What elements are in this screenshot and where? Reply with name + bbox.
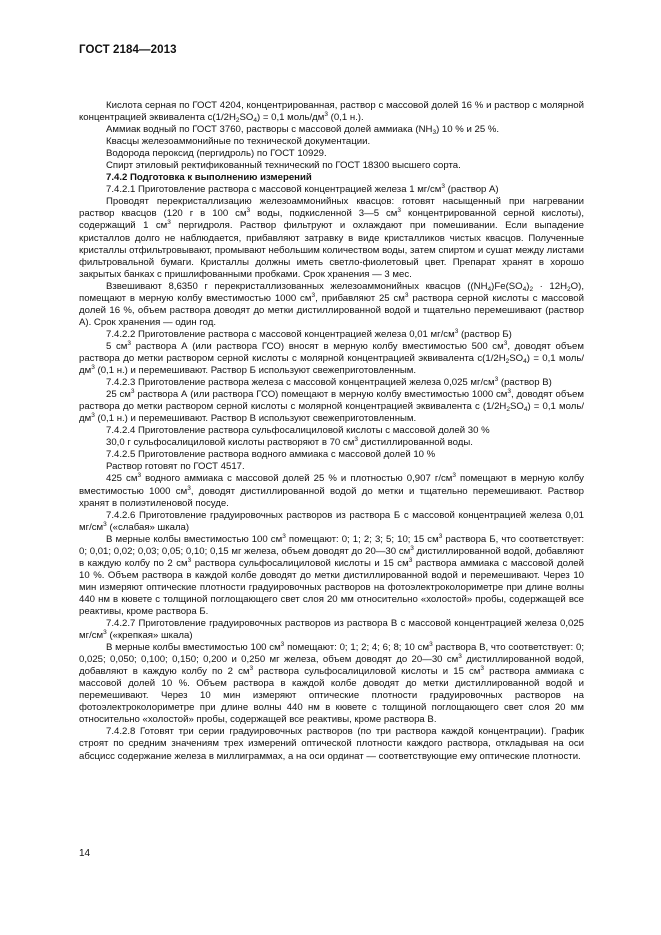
paragraph: 7.4.2.2 Приготовление раствора с массовой концентрацией железа 0,01 $мг/см^3$ (раствор Б)	[106, 327, 512, 340]
paragraph: В мерные колбы вместимостью 100 $см^3$ помещают: 0; 1; 2; 3; 5; 10; 15 $см^3$ раствора Б, что соответствует: 0; 0,01; 0,02; 0,03; 0,05; 0,10; 0,15 мг железа, объем доводят до 20—30 $см^3$ дистиллированной водой, добавляют в каждую колбу по 2 $см^3$ раствора сульфосалициловой кислоты и 15 $см^3$ раствора аммиака с массовой долей 10 %. Объем раствора в каждой колбе доводят до метки дистиллированной водой и перемешивают. Через 10 мин измеряют оптические плотности градуировочных растворов на фотоэлектроколориметре при длине волны 440 нм в кювете с толщиной поглощающего свет слоя 20 мм относительно «холостой» пробы, содержащей все реактивы, кроме раствора Б.	[79, 532, 584, 617]
paragraph: 7.4.2.3 Приготовление раствора железа с массовой концентрацией железа 0,025 $мг/см^3$ (раствор В)	[106, 376, 552, 389]
paragraph: 7.4.2.7 Приготовление градуировочных растворов из раствора В с массовой концентрацией железа 0,025 $мг/см^3$ («крепкая» шкала)	[79, 618, 584, 642]
paragraph: 7.4.2.8 Готовят три серии градуировочных растворов (по три раствора каждой концентрации). График строят по средним значениям трех измерений оптической плотности каждого раствора, откладывая на оси абсцисс содержание железа в миллиграммах, а на оси ординат — соответствующие ему оптические плотности.	[79, 726, 584, 762]
paragraph: Проводят перекристаллизацию железоаммонийных квасцов: готовят насыщенный при нагревании раствор квасцов (120 г в 100 $см^3$ воды, подкисленной 3—5 $см^3$ концентрированной серной кислоты), содержащий 1 $см^3$ пергидроля. Раствор фильтруют и охлаждают при помешивании. Если выпадение кристаллов долго не наблюдается, прибавляют затравку в виде кристалликов чистых квасцов. Полученные кристаллы отфильтровывают, промывают небольшим количеством воды, затем спиртом и сушат между листами фильтровальной бумаги. Кристаллы должны иметь светло-фиолетовый цвет. Препарат хранят в хорошо закрытых банках с пришлифованными пробками. Срок хранения — 3 мес.	[79, 196, 584, 280]
paragraph: В мерные колбы вместимостью 100 $см^3$ помещают: 0; 1; 2; 4; 6; 8; 10 $см^3$ раствора В, что соответствует: 0; 0,025; 0,050; 0,100; 0,150; 0,200 и 0,250 мг железа, объем доводят до 20—30 $см^3$ дистиллированной водой, добавляют в каждую колбу по 2 $см^3$ раствора сульфосалициловой кислоты и 15 $см^3$ раствора аммиака с массовой долей 10 %. Объем раствора в каждой колбе доводят до метки дистиллированной водой и перемешивают. Через 10 мин измеряют оптические плотности градуировочных растворов на фотоэлектроколориметре при длине волны 440 нм в кювете с толщиной поглощающего свет слоя 20 мм относительно «холостой» пробы, содержащей все реактивы, кроме раствора В.	[79, 641, 585, 726]
paragraph: 7.4.2.4 Приготовление раствора сульфосалициловой кислоты с массовой долей 30 %	[106, 425, 490, 437]
paragraph: Кислота серная по ГОСТ 4204, концентрированная, раствор с массовой долей 16 % и раствор с молярной концентрацией эквивалента $c(1/2H_2SO_4) = 0,1$ моль/$дм^3$ (0,1 н.).	[79, 100, 584, 125]
page-header: ГОСТ 2184—2013	[79, 44, 177, 56]
paragraph: Квасцы железоаммонийные по технической документации.	[106, 136, 371, 148]
paragraph: Спирт этиловый ректификованный технический по ГОСТ 18300 высшего сорта.	[106, 160, 461, 172]
section-heading: 7.4.2 Подготовка к выполнению измерений	[106, 172, 312, 184]
paragraph: 7.4.2.1 Приготовление раствора с массовой концентрацией железа 1 $мг/см^3$ (раствор А)	[106, 183, 499, 196]
paragraph: 7.4.2.5 Приготовление раствора водного аммиака с массовой долей 10 %	[106, 449, 436, 461]
paragraph: 25 $см^3$ раствора А (или раствора ГСО) помещают в мерную колбу вместимостью 1000 $см^3$, доводят объем раствора до метки раствором серной кислоты с молярной концентрацией эквивалента c $(1/2H_2SO_4) = 0,1$ моль/$дм^3$ (0,1 н.) и перемешивают. Раствор В используют свежеприготовленным.	[79, 388, 584, 425]
paragraph: Взвешивают 8,6350 г перекристаллизованных железоаммонийных квасцов $((NH_4)Fe(SO_4)_2 \cdot 12H_2O)$, помещают в мерную колбу вместимостью 1000 $см^3$, прибавляют 25 $см^3$ раствора серной кислоты с массовой долей 16 %, объем раствора доводят до метки дистиллированной водой и тщательно перемешивают (раствор А). Срок хранения — один год.	[79, 280, 584, 328]
paragraph: 425 $см^3$ водного аммиака с массовой долей 25 % и плотностью 0,907 $г/см^3$ помещают в мерную колбу вместимостью 1000 $см^3$, доводят дистиллированной водой до метки и тщательно перемешивают. Раствор хранят в полиэтиленовой посуде.	[79, 472, 584, 509]
paragraph: 30,0 г сульфосалициловой кислоты растворяют в 70 $см^3$ дистиллированной воды.	[106, 436, 473, 449]
paragraph: 7.4.2.6 Приготовление градуировочных растворов из раствора Б с массовой концентрацией железа 0,01 $мг/см^3$ («слабая» шкала)	[79, 509, 584, 533]
paragraph: 5 $см^3$ раствора А (или раствора ГСО) вносят в мерную колбу вместимостью 500 $см^3$, доводят объем раствора до метки раствором серной кислоты с молярной концентрацией эквивалента $c(1/2H_2SO_4) = 0,1$ моль/$дм^3$ (0,1 н.) и перемешивают. Раствор Б используют свежеприготовленным.	[79, 339, 584, 377]
document-body	[79, 100, 584, 763]
page-number: 14	[79, 848, 91, 859]
paragraph: Водорода пероксид (пергидроль) по ГОСТ 10929.	[106, 148, 327, 160]
paragraph: Раствор готовят по ГОСТ 4517.	[106, 461, 245, 473]
paragraph: Аммиак водный по ГОСТ 3760, растворы с массовой долей аммиака $(NH_3)$ 10 % и 25 %.	[106, 124, 500, 137]
